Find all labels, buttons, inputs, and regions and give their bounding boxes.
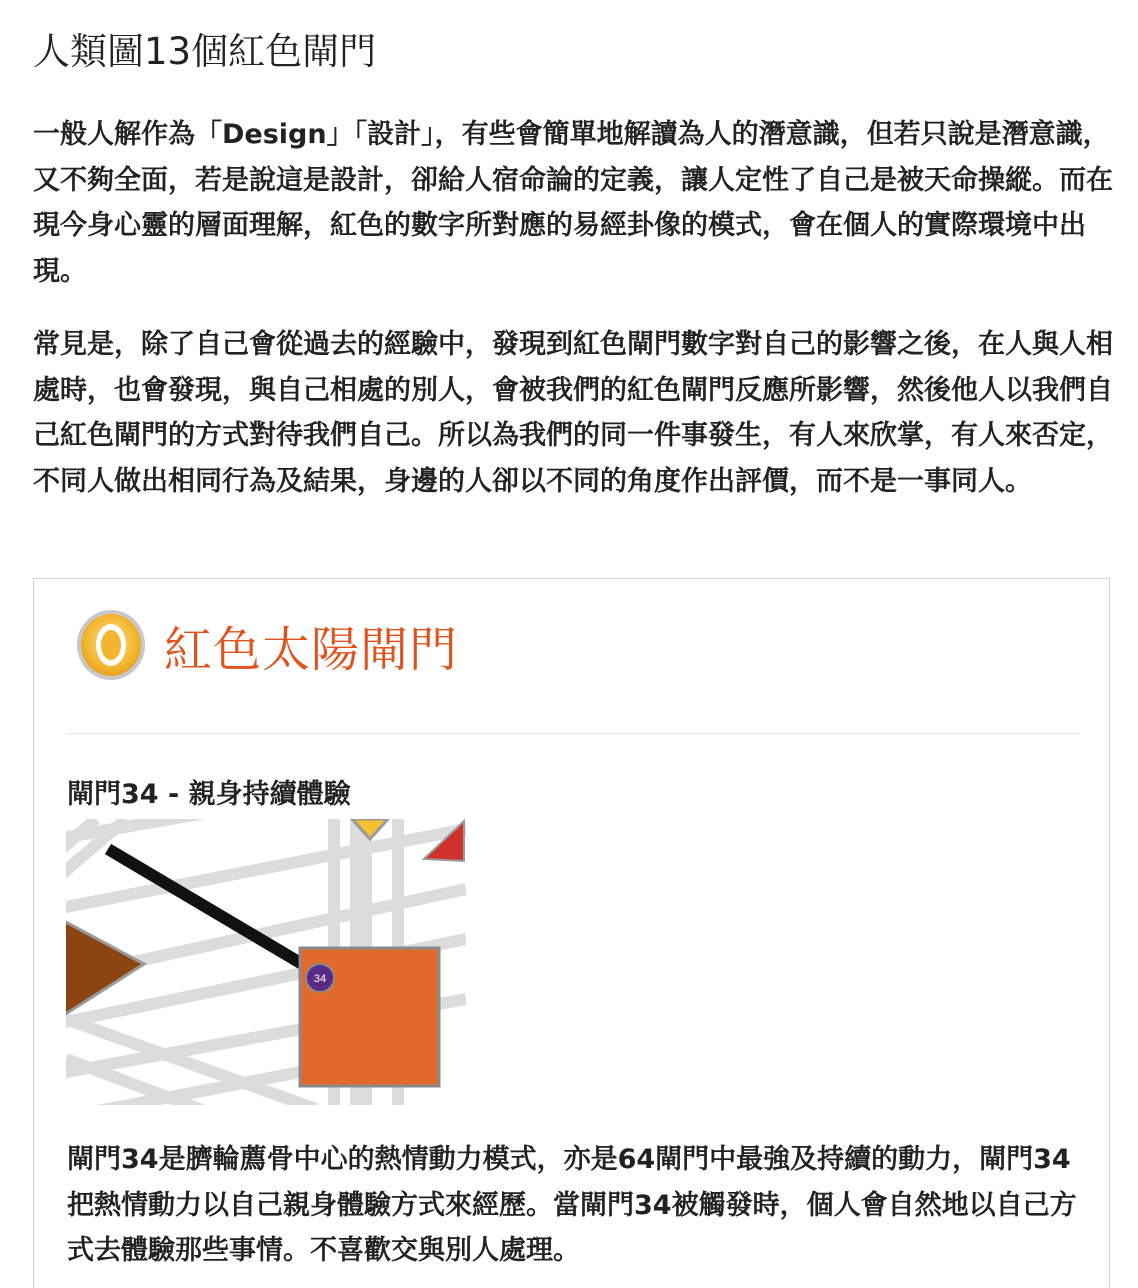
bodygraph-svg: [66, 819, 466, 1105]
gate-heading: 閘門34 - 親身持續體驗: [67, 779, 351, 810]
bodygraph-illustration: [66, 819, 466, 1105]
gate-description: 閘門34是臍輪薦骨中心的熱情動力模式，亦是64閘門中最強及持續的動力，閘門34把熱情動力以自己親身體驗方式來經歷。當閘門34被觸發時，個人會自然地以自己方式去體驗那些事情。不喜歡交與別人處理。: [67, 1144, 1077, 1266]
sun-gate-icon: [74, 607, 148, 683]
intro-paragraph: 一般人解作為「Design」「設計」，有些會簡單地解讀為人的潛意識，但若只說是潛意識，又不夠全面，若是說這是設計，卻給人宿命論的定義，讓人定性了自己是被天命操縱。而在現今身心靈的層面理解，紅色的數字所對應的易經卦像的模式，會在個人的實際環境中出現。: [33, 119, 1113, 287]
card-title: 紅色太陽閘門: [164, 621, 459, 678]
gate-34-label: 34: [313, 973, 327, 985]
gate-card: [33, 578, 1110, 1288]
card-header: [74, 605, 458, 685]
page-title: 人類圖13個紅色閘門: [33, 30, 377, 73]
body-paragraph: 常見是，除了自己會從過去的經驗中，發現到紅色閘門數字對自己的影響之後，在人與人相處時，也會發現，與自己相處的別人，會被我們的紅色閘門反應所影響，然後他人以我們自己紅色閘門的方式對待我們自己。所以為我們的同一件事發生，有人來欣掌，有人來否定，不同人做出相同行為及結果，身邊的人卻以不同的角度作出評價，而不是一事同人。: [33, 329, 1113, 497]
card-divider: [66, 733, 1079, 734]
spleen-center-shape: [66, 921, 144, 1015]
